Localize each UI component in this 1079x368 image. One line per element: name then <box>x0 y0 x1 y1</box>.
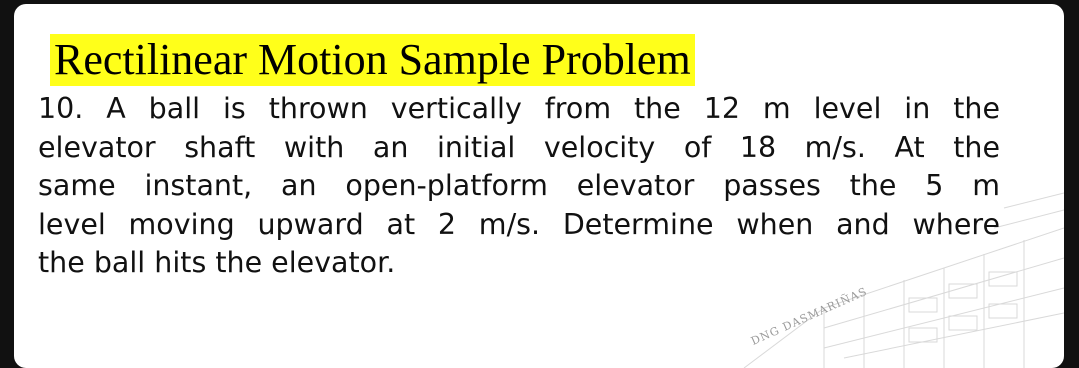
slide-title: Rectilinear Motion Sample Problem <box>50 34 695 86</box>
slide <box>14 4 1064 368</box>
problem-line: 10. A ball is thrown vertically from the 12 m level in the <box>38 92 1000 125</box>
problem-line: level moving upward at 2 m/s. Determine when and where <box>38 207 1000 241</box>
watermark-text: DNG DASMARIÑAS <box>749 284 870 348</box>
problem-statement <box>38 90 1000 283</box>
problem-line: same instant, an open-platform elevator passes the 5 m <box>38 169 1000 202</box>
problem-line: the ball hits the elevator. <box>38 246 396 279</box>
problem-line: elevator shaft with an initial velocity of 18 m/s. At the <box>38 130 1000 164</box>
